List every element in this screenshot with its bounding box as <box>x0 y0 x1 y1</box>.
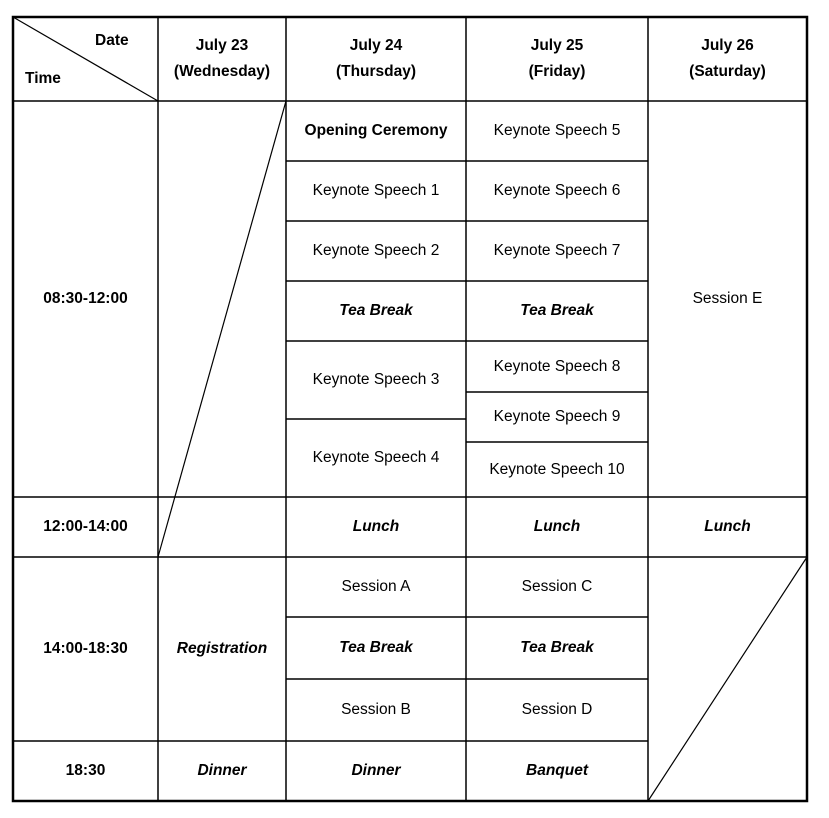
july24-session-b: Session B <box>341 701 411 718</box>
july23-dinner: Dinner <box>197 762 247 779</box>
july24-dinner: Dinner <box>351 762 401 779</box>
july24-opening-ceremony: Opening Ceremony <box>304 122 448 139</box>
time-slot-morning: 08:30-12:00 <box>43 290 128 307</box>
july26-lunch: Lunch <box>704 518 751 535</box>
time-slot-afternoon: 14:00-18:30 <box>43 640 128 657</box>
july25-keynote-7: Keynote Speech 7 <box>493 242 621 259</box>
july25-keynote-9: Keynote Speech 9 <box>493 408 621 425</box>
time-slot-evening: 18:30 <box>65 762 106 779</box>
corner-date-label: Date <box>95 32 129 49</box>
day-date: July 26 <box>701 37 754 54</box>
july25-keynote-10: Keynote Speech 10 <box>489 460 625 478</box>
july24-keynote-2: Keynote Speech 2 <box>312 242 440 259</box>
july26-session-e: Session E <box>692 290 763 307</box>
july25-keynote-6: Keynote Speech 6 <box>493 182 621 199</box>
july24-keynote-1: Keynote Speech 1 <box>312 182 440 199</box>
day-date: July 24 <box>349 37 403 54</box>
july25-tea-break-afternoon: Tea Break <box>520 639 594 656</box>
july24-session-a: Session A <box>341 578 411 595</box>
day-date: July 25 <box>530 37 584 54</box>
day-weekday: (Friday) <box>528 63 586 80</box>
july25-session-c: Session C <box>521 578 593 595</box>
day-header-july23 <box>158 17 286 101</box>
day-weekday: (Saturday) <box>689 63 766 80</box>
july24-tea-break-morning: Tea Break <box>339 302 413 319</box>
july24-keynote-3: Keynote Speech 3 <box>312 371 440 388</box>
july24-lunch: Lunch <box>352 518 400 535</box>
day-header-july24 <box>286 17 466 101</box>
july25-keynote-5: Keynote Speech 5 <box>493 122 621 139</box>
corner-time-label: Time <box>25 70 61 87</box>
july25-keynote-8: Keynote Speech 8 <box>493 357 621 375</box>
july23-registration: Registration <box>176 640 268 657</box>
july25-banquet: Banquet <box>526 762 588 779</box>
july24-keynote-4: Keynote Speech 4 <box>312 449 440 466</box>
day-header-july26 <box>648 17 807 101</box>
day-weekday: (Thursday) <box>335 63 417 80</box>
july25-lunch: Lunch <box>533 518 581 535</box>
july24-tea-break-afternoon: Tea Break <box>339 639 413 656</box>
july25-tea-break-morning: Tea Break <box>520 302 594 319</box>
day-date: July 23 <box>195 37 249 54</box>
time-slot-lunch: 12:00-14:00 <box>43 518 128 535</box>
july25-session-d: Session D <box>521 701 593 718</box>
day-weekday: (Wednesday) <box>173 63 271 80</box>
day-header-july25 <box>466 17 648 101</box>
